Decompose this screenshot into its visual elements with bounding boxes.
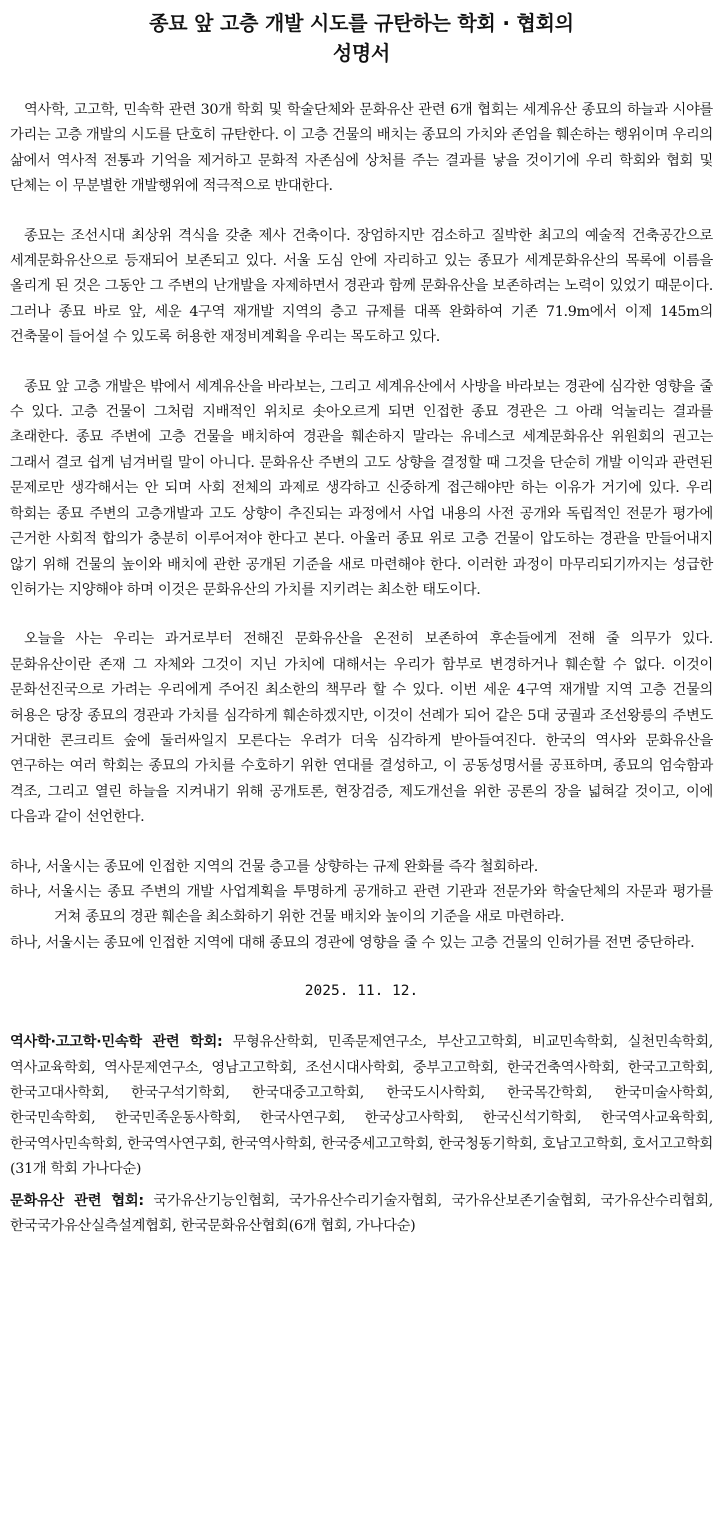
resolution-list <box>10 855 713 957</box>
resolution-item-2: 하나, 서울시는 종묘 주변의 개발 사업계획을 투명하게 공개하고 관련 기관과 전문가와 학술단체의 자문과 평가를 거쳐 종묘의 경관 훼손을 최소화하기 위한 건물 배치와 높이의 기준을 새로 마련하라. <box>10 883 713 926</box>
body-paragraph-3: 종묘 앞 고층 개발은 밖에서 세계유산을 바라보는, 그리고 세계유산에서 사방을 바라보는 경관에 심각한 영향을 줄 수 있다. 고층 건물이 그처럼 지배적인 위치로 솟아오르게 되면 인접한 종묘 경관은 그 아래 억눌리는 결과를 초래한다. 종묘 주변에 고층 건물을 배치하여 경관을 훼손하지 말라는 유네스코 세계문화유산 위원회의 권고는 그래서 결코 쉽게 넘겨버릴 말이 아니다. 문화유산 주변의 고도 상향을 결정할 때 그것을 단순히 개발 이익과 관련된 문제로만 생각해서는 안 되며 사회 전체의 과제로 생각하고 신중하게 접근해야만 하는 이유가 거기에 있다. 우리 학회는 종묘 주변의 고층개발과 고도 상향이 추진되는 과정에서 사업 내용의 사전 공개와 독립적인 전문가 평가에 근거한 사회적 합의가 충분히 이루어져야 한다고 본다. 아울러 종묘 위로 고층 건물이 압도하는 경관을 만들어내지 않기 위해 건물의 높이와 배치에 관한 공개된 기준을 새로 마련해야 한다. 이러한 과정이 마무리되기까지는 성급한 인허가는 지양해야 하며 이것은 문화유산의 가치를 지키려는 최소한 태도이다. <box>10 378 713 598</box>
document-title-line2: 성명서 <box>332 41 391 65</box>
signers-heritage-list: 국가유산기능인협회, 국가유산수리기술자협회, 국가유산보존기술협회, 국가유산수리협회, 한국국가유산실측설계협회, 한국문화유산협회(6개 협회, 가나다순) <box>10 1192 714 1235</box>
body-paragraph-2: 종묘는 조선시대 최상위 격식을 갖춘 제사 건축이다. 장엄하지만 검소하고 질박한 최고의 예술적 건축공간으로 세계문화유산으로 등재되어 보존되고 있다. 서울 도심 안에 자리하고 있는 종묘가 세계문화유산의 목록에 이름을 올리게 된 것은 그동안 그 주변의 난개발을 자제하면서 경관과 함께 문화유산을 보존하려는 노력이 있었기 때문이다. 그러나 종묘 바로 앞, 세운 4구역 재개발 지역의 층고 규제를 대폭 완화하여 기존 71.9m에서 이제 145m의 건축물이 들어설 수 있도록 허용한 재정비계획을 우리는 목도하고 있다. <box>10 227 713 346</box>
statement-date: 2025. 11. 12. <box>304 983 419 1000</box>
document-title-line1: 종묘 앞 고층 개발 시도를 규탄하는 학회 · 협회의 <box>149 11 574 35</box>
body-paragraph-4: 오늘을 사는 우리는 과거로부터 전해진 문화유산을 온전히 보존하여 후손들에게 전해 줄 의무가 있다. 문화유산이란 존재 그 자체와 그것이 지닌 가치에 대해서는 우리가 함부로 변경하거나 훼손할 수 없다. 이것이 문화선진국으로 가려는 우리에게 주어진 최소한의 책무라 할 수 있다. 이번 세운 4구역 재개발 지역 고층 건물의 허용은 당장 종묘의 경관과 가치를 심각하게 훼손하겠지만, 이것이 선례가 되어 같은 5대 궁궐과 조선왕릉의 주변도 거대한 콘크리트 숲에 둘러싸일지 모른다는 우려가 더욱 심각하게 받아들여진다. 한국의 역사와 문화유산을 연구하는 여러 학회는 종묘의 가치를 수호하기 위한 연대를 결성하고, 이 공동성명서를 공표하며, 종묘의 엄숙함과 격조, 그리고 열린 하늘을 지켜내기 위해 공개토론, 현장검증, 제도개선을 위한 공론의 장을 넓혀갈 것이고, 이에 다음과 같이 선언한다. <box>10 631 713 826</box>
signers-heritage-associations <box>10 1189 713 1240</box>
signers-academic-societies <box>10 1030 713 1182</box>
signers-heritage-label: 문화유산 관련 협회: <box>10 1192 144 1209</box>
resolution-item-3: 하나, 서울시는 종묘에 인접한 지역에 대해 종묘의 경관에 영향을 줄 수 있는 고층 건물의 인허가를 전면 중단하라. <box>10 934 695 951</box>
signers-academic-label: 역사학·고고학·민속학 관련 학회: <box>10 1034 223 1051</box>
signers-academic-list: 무형유산학회, 민족문제연구소, 부산고고학회, 비교민속학회, 실천민속학회, 역사교육학회, 역사문제연구소, 영남고고학회, 조선시대사학회, 중부고고학회, 한국건축역사학회, 한국고고학회, 한국고대사학회, 한국구석기학회, 한국대중고고학회, 한국도시사학회, 한국목간학회, 한국미술사학회, 한국민속학회, 한국민족운동사학회, 한국사연구회, 한국상고사학회, 한국신석기학회, 한국역사교육학회, 한국역사민속학회, 한국역사연구회, 한국역사학회, 한국중세고고학회, 한국청동기학회, 호남고고학회, 호서고고학회(31개 학회 가나다순) <box>10 1034 713 1178</box>
resolution-item-1: 하나, 서울시는 종묘에 인접한 지역의 건물 층고를 상향하는 규제 완화를 즉각 철회하라. <box>10 858 539 875</box>
body-paragraph-1: 역사학, 고고학, 민속학 관련 30개 학회 및 학술단체와 문화유산 관련 6개 협회는 세계유산 종묘의 하늘과 시야를 가리는 고층 개발의 시도를 단호히 규탄한다. 이 고층 건물의 배치는 종묘의 가치와 존엄을 훼손하는 행위이며 우리의 삶에서 역사적 전통과 기억을 제거하고 문화적 자존심에 상처를 주는 결과를 낳을 것이기에 우리 학회와 협회 및 단체는 이 무분별한 개발행위에 적극적으로 반대한다. <box>10 102 713 195</box>
